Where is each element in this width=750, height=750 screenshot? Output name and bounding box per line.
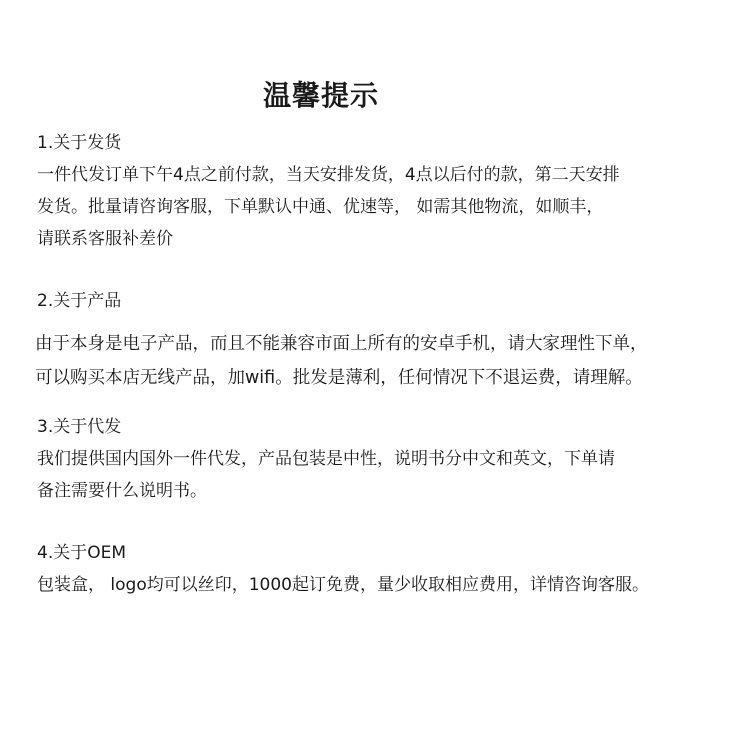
section-2-line-1: 由于本身是电子产品，而且不能兼容市面上所有的安卓手机，请大家理性下单， (35, 334, 648, 354)
section-2-line-2: 可以购买本店无线产品，加wifi。批发是薄利，任何情况下不退运费，请理解。 (35, 368, 643, 388)
section-2-heading: 2.关于产品 (37, 291, 122, 311)
section-3-heading: 3.关于代发 (37, 417, 122, 437)
section-1-heading: 1.关于发货 (37, 133, 122, 153)
section-3-line-2: 备注需要什么说明书。 (37, 481, 207, 501)
section-1-line-3: 请联系客服补差价 (37, 229, 173, 249)
section-4-heading: 4.关于OEM (37, 543, 127, 563)
section-1-line-1: 一件代发订单下午4点之前付款，当天安排发货，4点以后付的款，第二天安排 (37, 165, 620, 185)
page-title: 温馨提示 (262, 79, 379, 112)
section-3-line-1: 我们提供国内国外一件代发，产品包装是中性，说明书分中文和英文，下单请 (37, 449, 615, 469)
section-4-line-1: 包装盒， logo均可以丝印，1000起订免费，量少收取相应费用，详情咨询客服。 (37, 575, 649, 595)
section-1-line-2: 发货。批量请咨询客服，下单默认中通、优速等， 如需其他物流，如顺丰， (37, 197, 604, 217)
